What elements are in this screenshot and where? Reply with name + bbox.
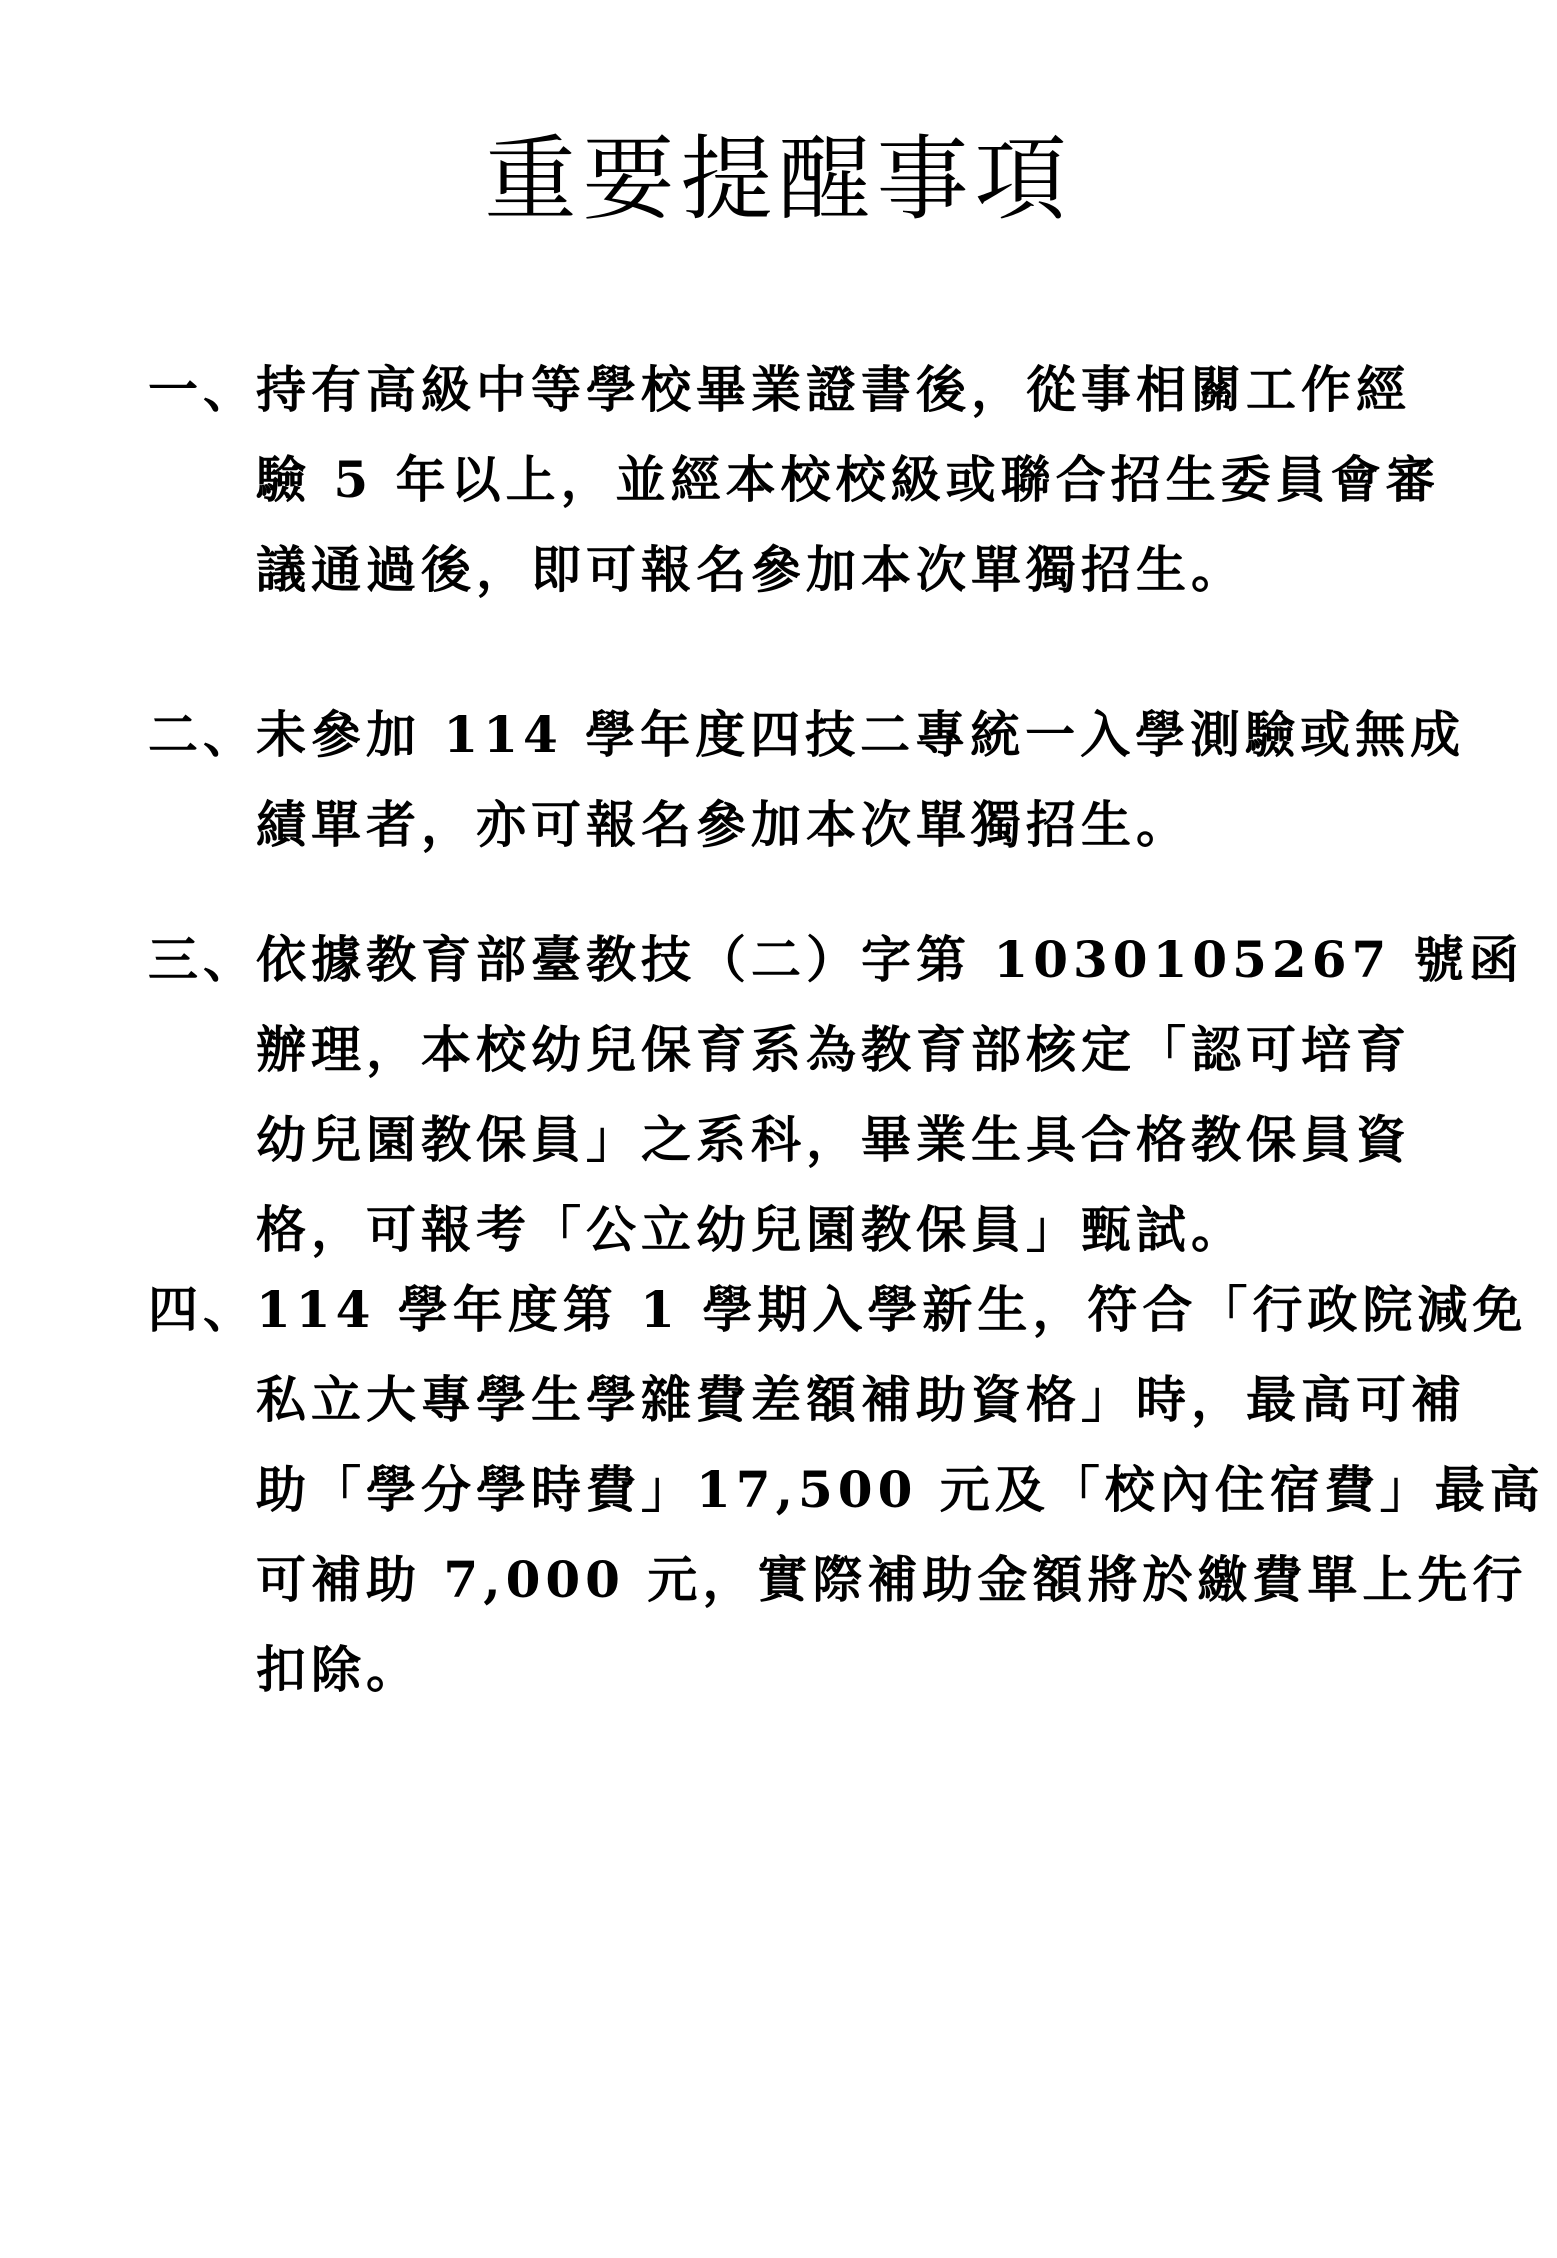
notice-text: 未參加 114 學年度四技二專統一入學測驗或無成 (256, 705, 1466, 764)
notice-line (148, 1265, 1528, 1355)
notice-text: 持有高級中等學校畢業證書後，從事相關工作經 (256, 360, 1411, 419)
notice-text: 驗 5 年以上，並經本校校級或聯合招生委員會審 (256, 450, 1441, 509)
notice-text: 幼兒園教保員」之系科，畢業生具合格教保員資 (256, 1110, 1411, 1169)
notice-item-4 (148, 1265, 1545, 1715)
notice-text: 扣除。 (256, 1640, 421, 1699)
notice-text: 績單者，亦可報名參加本次單獨招生。 (256, 795, 1191, 854)
notice-text: 依據教育部臺教技（二）字第 1030105267 號函 (256, 930, 1524, 989)
notice-line (148, 915, 1524, 1005)
notice-text: 可補助 7,000 元，實際補助金額將於繳費單上先行 (256, 1550, 1528, 1609)
notice-text: 助「學分學時費」17,500 元及「校內住宿費」最高 (256, 1460, 1545, 1519)
notice-text: 辦理，本校幼兒保育系為教育部核定「認可培育 (256, 1020, 1411, 1079)
page-title: 重要提醒事項 (484, 126, 1073, 233)
notice-item-1 (148, 345, 1468, 615)
notice-line (148, 690, 1468, 780)
notice-text: 議通過後，即可報名參加本次單獨招生。 (256, 540, 1246, 599)
item-marker: 一、 (148, 360, 258, 419)
notice-item-2 (148, 690, 1468, 870)
notice-line (148, 345, 1468, 435)
notice-text: 格，可報考「公立幼兒園教保員」甄試。 (256, 1200, 1246, 1259)
notice-text: 私立大專學生學雜費差額補助資格」時，最高可補 (256, 1370, 1466, 1429)
notice-item-3 (148, 915, 1524, 1275)
notice-text: 114 學年度第 1 學期入學新生，符合「行政院減免 (256, 1280, 1528, 1339)
item-marker: 四、 (148, 1280, 258, 1339)
item-marker: 三、 (148, 930, 258, 989)
item-marker: 二、 (148, 705, 258, 764)
